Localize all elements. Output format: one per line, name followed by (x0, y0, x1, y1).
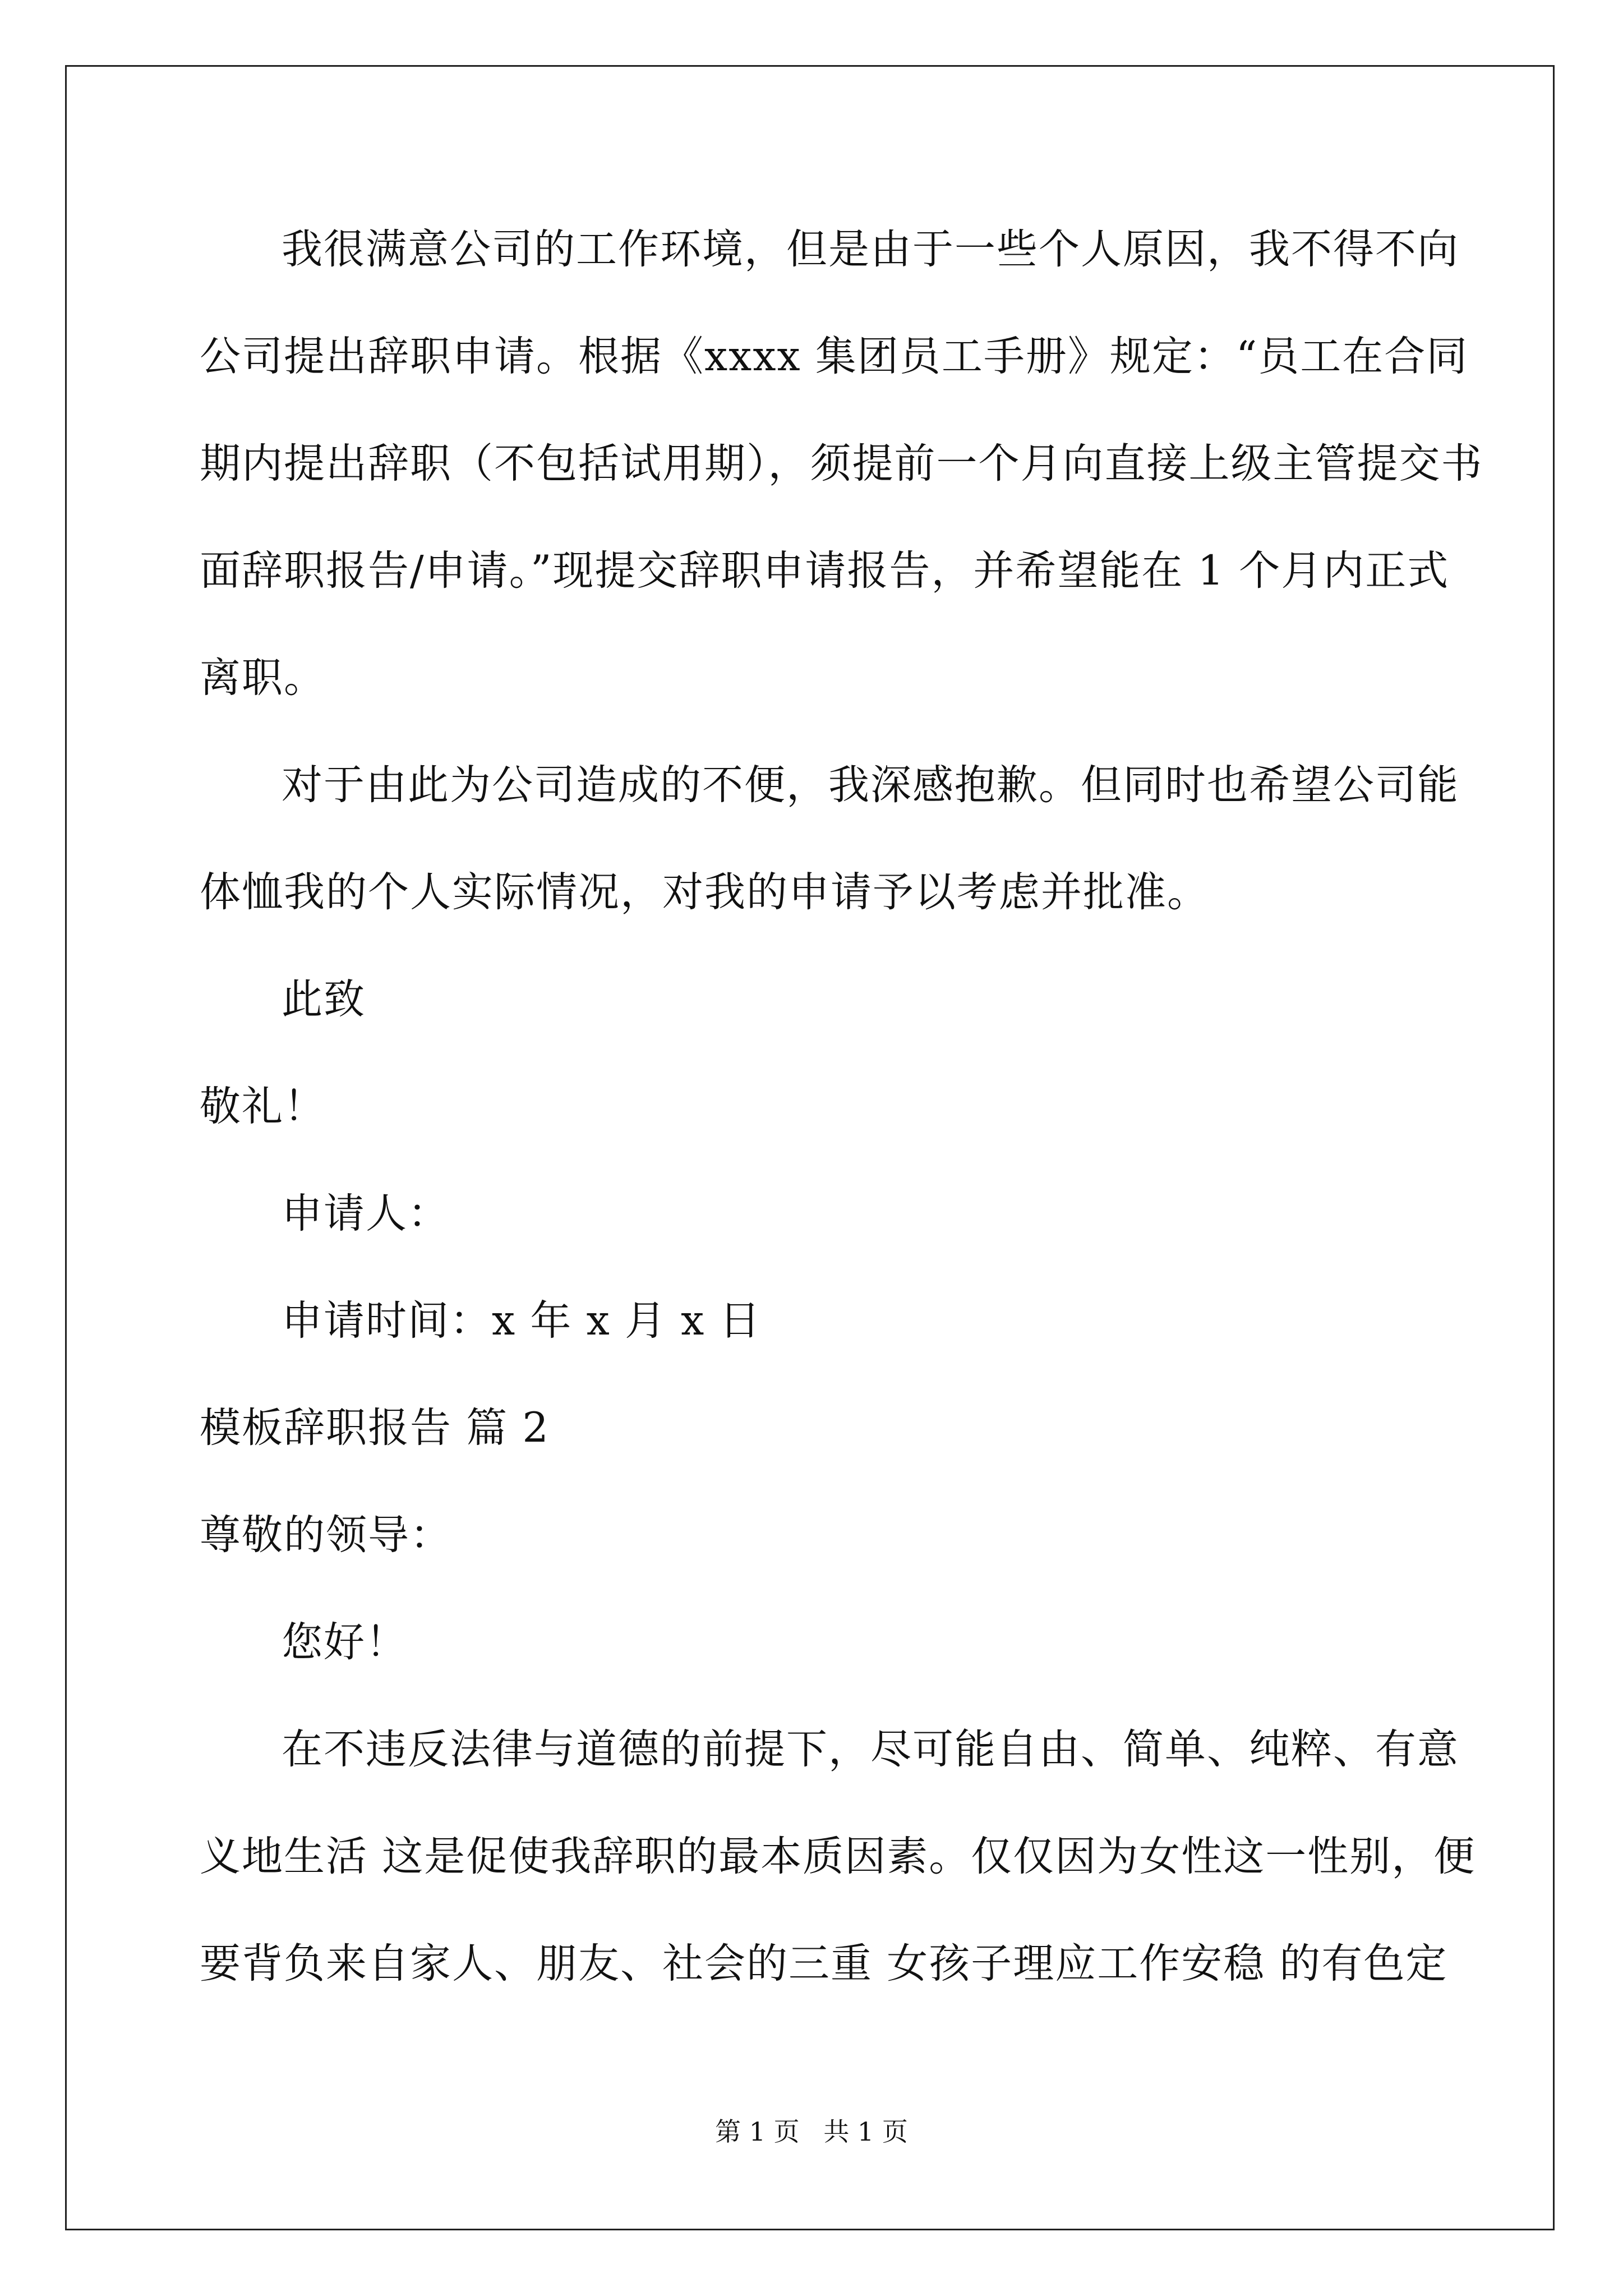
paragraph-line: 体恤我的个人实际情况，对我的申请予以考虑并批准。 (200, 868, 1209, 916)
paragraph-line: 我很满意公司的工作环境，但是由于一些个人原因，我不得不向 (282, 226, 1459, 273)
closing-regards: 敬礼！ (200, 1083, 326, 1130)
paragraph-line: 离职。 (200, 654, 326, 702)
paragraph-line: 面辞职报告/申请。”现提交辞职申请报告，并希望能在 1 个月内正式 (200, 547, 1450, 595)
paragraph-line: 义地生活 这是促使我辞职的最本质因素。仅仅因为女性这一性别，便 (200, 1833, 1476, 1880)
page-number: 第 1 页 (715, 2116, 800, 2147)
paragraph-line: 要背负来自家人、朋友、社会的三重 女孩子理应工作安稳 的有色定 (200, 1940, 1448, 1987)
letter-salutation: 尊敬的领导： (200, 1511, 452, 1559)
applicant-label: 申请人： (282, 1190, 450, 1237)
paragraph-line: 期内提出辞职（不包括试用期），须提前一个月向直接上级主管提交书 (200, 440, 1483, 487)
section-title: 模板辞职报告 篇 2 (200, 1404, 550, 1452)
document-body (200, 216, 1483, 2037)
closing-salutation: 此致 (282, 976, 366, 1023)
greeting: 您好！ (282, 1618, 408, 1666)
page-total: 共 1 页 (823, 2116, 908, 2147)
paragraph-line: 公司提出辞职申请。根据《xxxx 集团员工手册》规定：“员工在合同 (200, 333, 1469, 380)
paragraph-line: 对于由此为公司造成的不便，我深感抱歉。但同时也希望公司能 (282, 761, 1459, 809)
application-date: 申请时间：x 年 x 月 x 日 (282, 1297, 762, 1345)
paragraph-line: 在不违反法律与道德的前提下，尽可能自由、简单、纯粹、有意 (282, 1726, 1459, 1773)
page-footer (0, 2115, 1623, 2148)
